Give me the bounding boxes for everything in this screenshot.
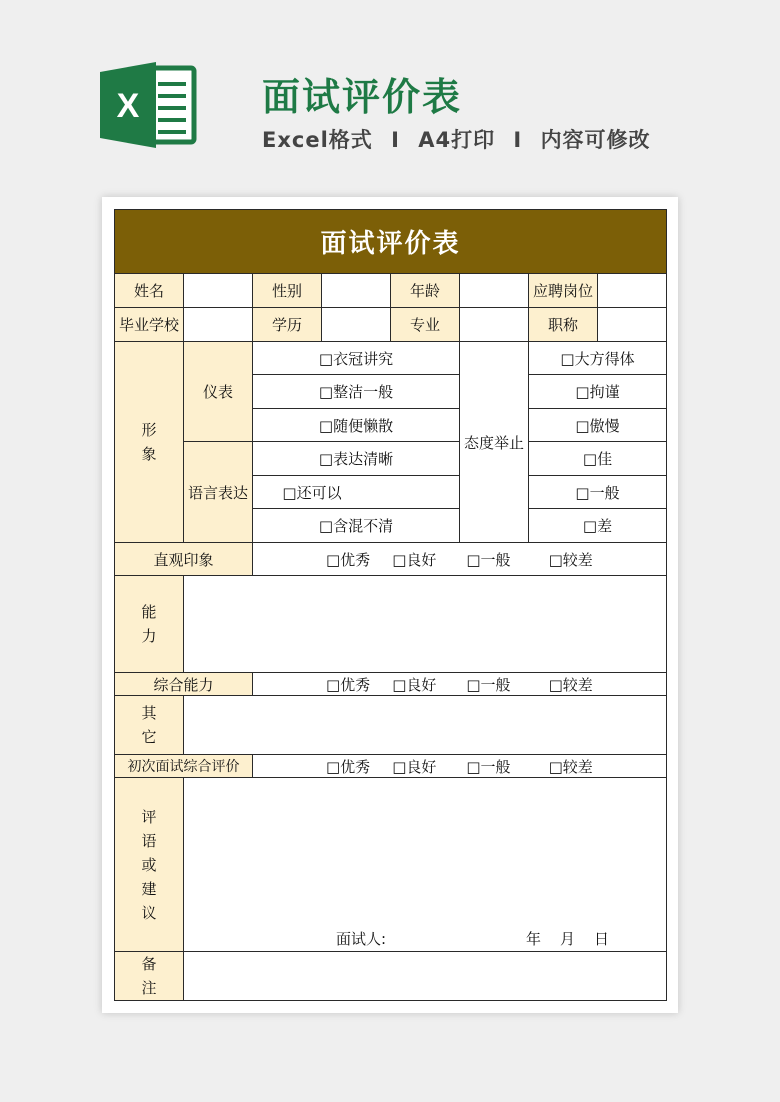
rating-option[interactable]: □较差 xyxy=(548,675,593,694)
impression-rating xyxy=(253,543,667,576)
form-sheet xyxy=(102,197,678,1013)
attitude-option[interactable]: □大方得体 xyxy=(529,342,667,375)
attitude-option[interactable]: □佳 xyxy=(529,442,667,476)
rating-option[interactable]: □良好 xyxy=(392,550,437,569)
appearance-option[interactable]: □整洁一般 xyxy=(253,375,460,409)
gender-label: 性别 xyxy=(253,274,322,308)
page-subtitle xyxy=(262,124,651,154)
first-eval-label: 初次面试综合评价 xyxy=(115,755,253,778)
rating-option[interactable]: □优秀 xyxy=(326,757,371,776)
education-field[interactable] xyxy=(322,308,391,342)
appearance-option[interactable]: □随便懒散 xyxy=(253,409,460,442)
comment-field[interactable] xyxy=(184,778,667,952)
school-label: 毕业学校 xyxy=(115,308,184,342)
other-label: 其 它 xyxy=(115,696,184,755)
major-label: 专业 xyxy=(391,308,460,342)
rating-option[interactable]: □优秀 xyxy=(326,675,371,694)
name-label: 姓名 xyxy=(115,274,184,308)
school-field[interactable] xyxy=(184,308,253,342)
education-label: 学历 xyxy=(253,308,322,342)
date-month-label: 月 xyxy=(560,930,576,948)
remark-label: 备 注 xyxy=(115,952,184,1001)
rating-option[interactable]: □一般 xyxy=(466,550,511,569)
gender-field[interactable] xyxy=(322,274,391,308)
excel-logo-icon xyxy=(98,62,198,148)
age-field[interactable] xyxy=(460,274,529,308)
overall-ability-rating xyxy=(253,673,667,696)
image-label: 形 象 xyxy=(115,342,184,543)
position-label: 应聘岗位 xyxy=(529,274,598,308)
attitude-label: 态度举止 xyxy=(460,342,529,543)
page-header xyxy=(0,0,780,190)
title-label: 职称 xyxy=(529,308,598,342)
attitude-option[interactable]: □拘谨 xyxy=(529,375,667,409)
interview-form-table xyxy=(114,209,667,1001)
speech-option[interactable]: □含混不清 xyxy=(253,509,460,543)
rating-option[interactable]: □优秀 xyxy=(326,550,371,569)
speech-option[interactable]: □还可以 xyxy=(253,476,460,509)
attitude-option[interactable]: □一般 xyxy=(529,476,667,509)
speech-label: 语言表达 xyxy=(184,442,253,543)
rating-option[interactable]: □良好 xyxy=(392,675,437,694)
form-title: 面试评价表 xyxy=(115,210,667,274)
remark-field[interactable] xyxy=(184,952,667,1001)
rating-option[interactable]: □一般 xyxy=(466,757,511,776)
subtitle-format: Excel格式 xyxy=(262,128,373,152)
interviewer-label: 面试人: xyxy=(336,930,387,948)
major-field[interactable] xyxy=(460,308,529,342)
appearance-label: 仪表 xyxy=(184,342,253,442)
name-field[interactable] xyxy=(184,274,253,308)
overall-ability-label: 综合能力 xyxy=(115,673,253,696)
appearance-option[interactable]: □衣冠讲究 xyxy=(253,342,460,375)
ability-label: 能 力 xyxy=(115,576,184,673)
other-field[interactable] xyxy=(184,696,667,755)
subtitle-editable: 内容可修改 xyxy=(540,128,651,152)
title-field[interactable] xyxy=(598,308,667,342)
first-eval-rating xyxy=(253,755,667,778)
attitude-option[interactable]: □傲慢 xyxy=(529,409,667,442)
position-field[interactable] xyxy=(598,274,667,308)
subtitle-print: A4打印 xyxy=(418,128,496,152)
comment-label: 评 语 或 建 议 xyxy=(115,778,184,952)
excel-logo-letter: X xyxy=(116,87,140,125)
impression-label: 直观印象 xyxy=(115,543,253,576)
date-day-label: 日 xyxy=(594,930,610,948)
rating-option[interactable]: □良好 xyxy=(392,757,437,776)
subtitle-separator: I xyxy=(513,128,523,152)
rating-option[interactable]: □较差 xyxy=(548,550,593,569)
attitude-option[interactable]: □差 xyxy=(529,509,667,543)
page-title: 面试评价表 xyxy=(262,75,463,119)
rating-option[interactable]: □较差 xyxy=(548,757,593,776)
age-label: 年龄 xyxy=(391,274,460,308)
ability-field[interactable] xyxy=(184,576,667,673)
speech-option[interactable]: □表达清晰 xyxy=(253,442,460,476)
date-year-label: 年 xyxy=(526,930,542,948)
subtitle-separator: I xyxy=(391,128,400,152)
rating-option[interactable]: □一般 xyxy=(466,675,511,694)
